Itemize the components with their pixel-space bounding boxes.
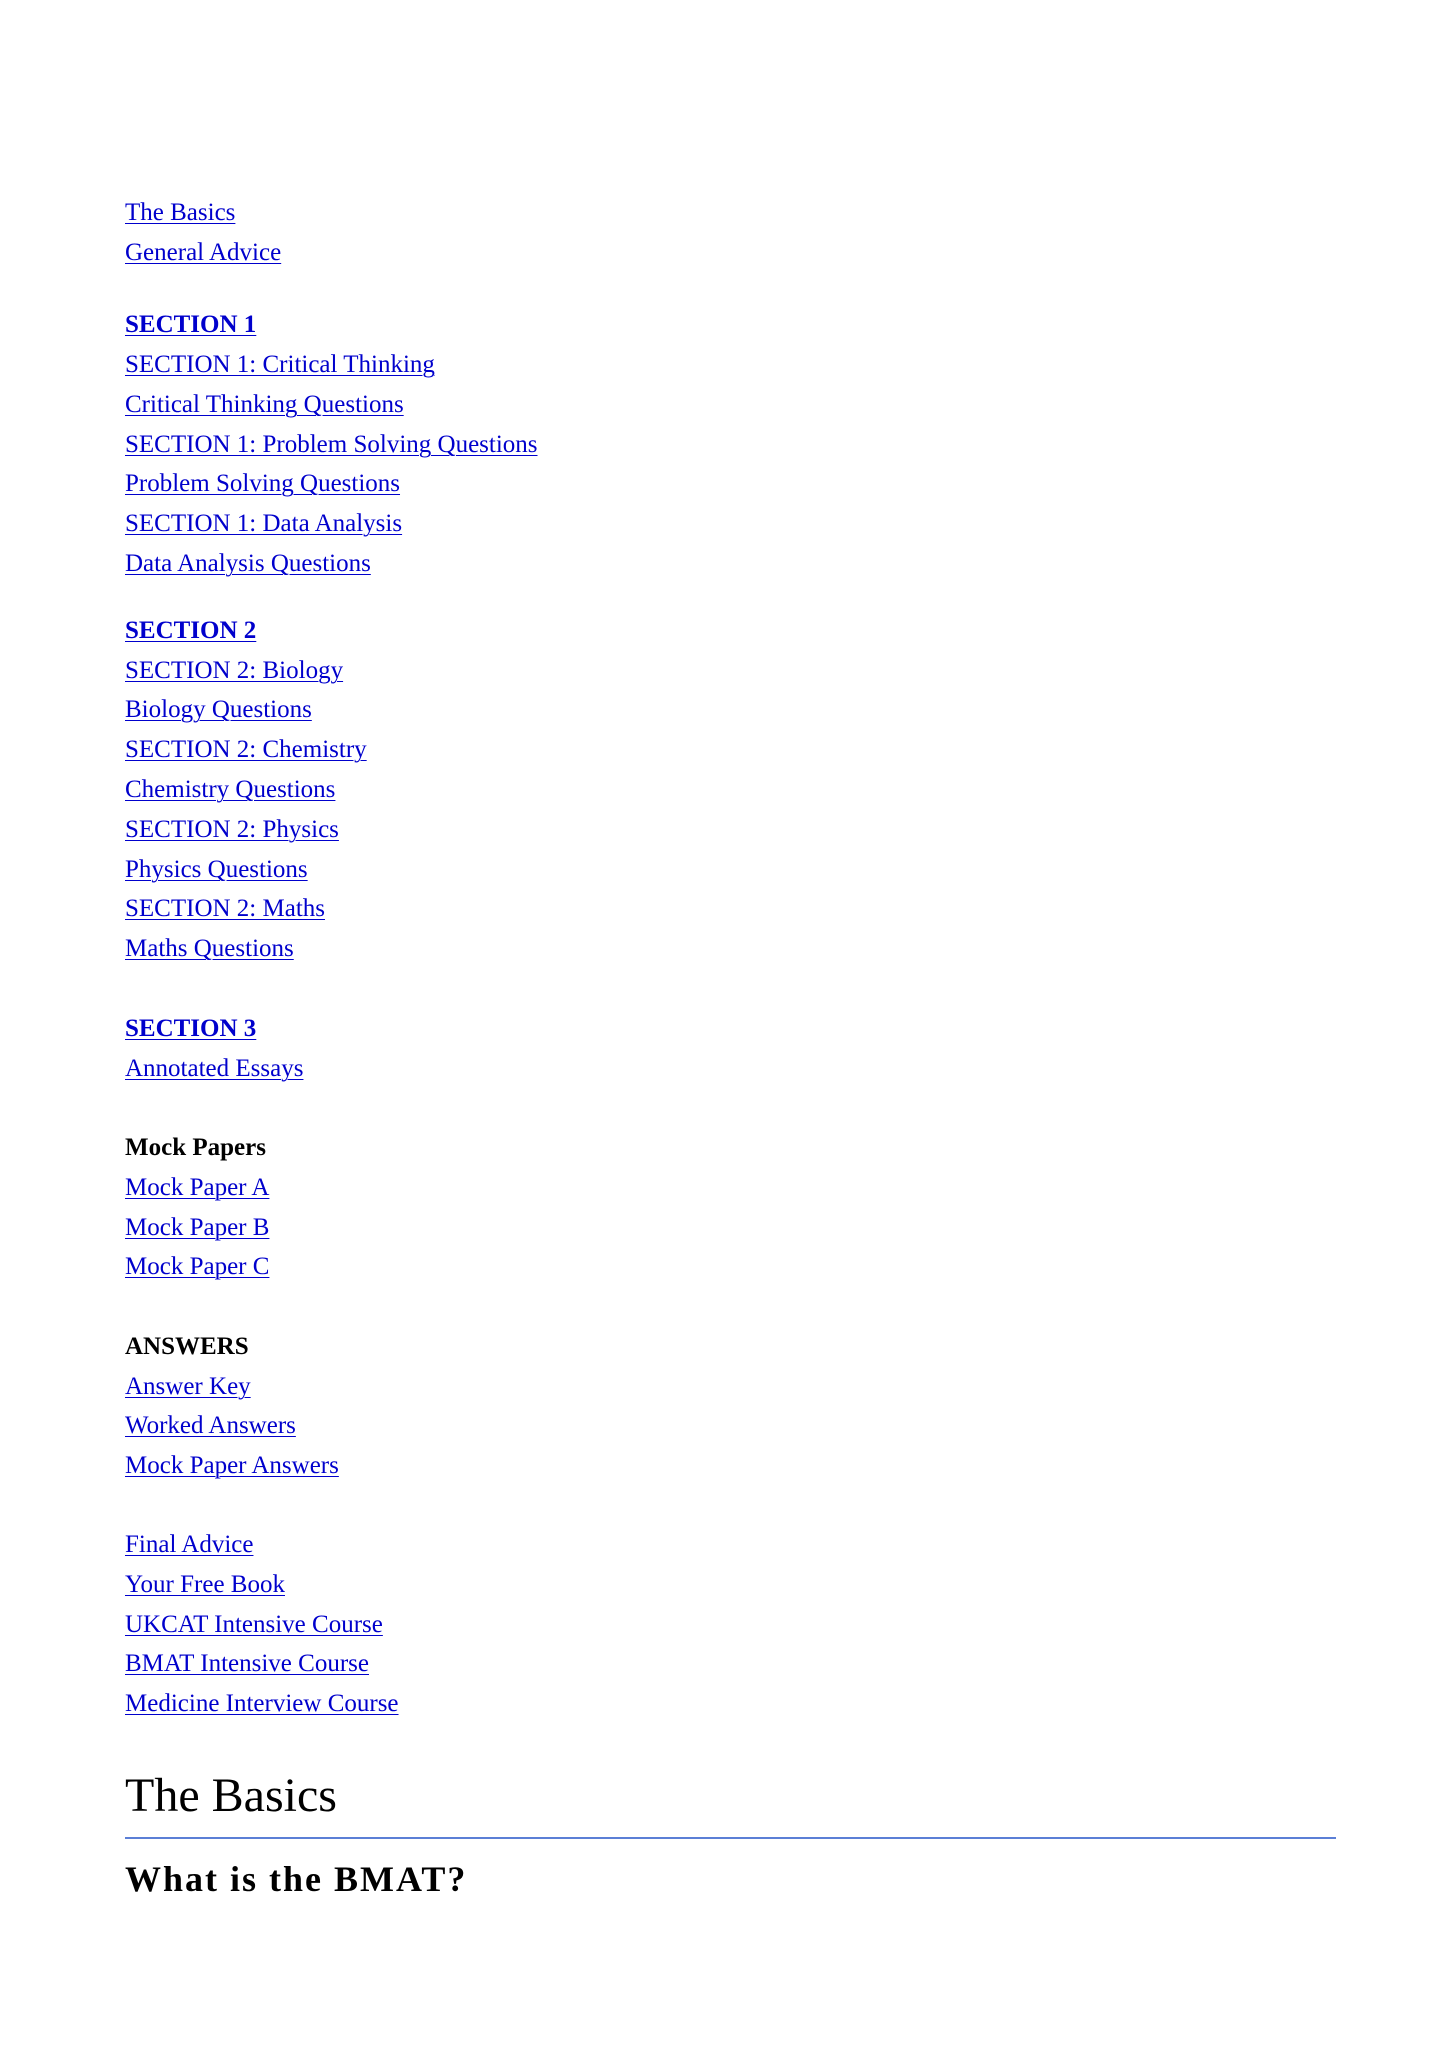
- toc-answers-heading: [125, 1332, 249, 1362]
- toc-item[interactable]: [125, 549, 371, 579]
- toc-heading-text: ANSWERS: [125, 1333, 249, 1360]
- toc-section-2-heading[interactable]: [125, 616, 256, 646]
- toc-link[interactable]: SECTION 1: [125, 311, 257, 338]
- toc-link[interactable]: Annotated Essays: [125, 1055, 304, 1082]
- toc-link[interactable]: The Basics: [125, 199, 236, 226]
- toc-item[interactable]: [125, 775, 335, 805]
- toc-item[interactable]: [125, 1530, 253, 1560]
- section-title: The Basics: [125, 1769, 337, 1822]
- toc-item[interactable]: [125, 815, 339, 845]
- toc-section-3-heading[interactable]: [125, 1014, 256, 1044]
- toc-mock-papers-heading: [125, 1133, 266, 1163]
- toc-item[interactable]: [125, 894, 325, 924]
- toc-link[interactable]: SECTION 3: [125, 1015, 257, 1042]
- toc-link[interactable]: SECTION 2: Chemistry: [125, 736, 367, 763]
- toc-link[interactable]: SECTION 1: Critical Thinking: [125, 351, 435, 378]
- toc-item[interactable]: [125, 735, 367, 765]
- toc-link[interactable]: Chemistry Questions: [125, 776, 336, 803]
- toc-link[interactable]: Mock Paper B: [125, 1214, 270, 1241]
- toc-section-1-heading[interactable]: [125, 310, 256, 340]
- toc-item[interactable]: [125, 934, 294, 964]
- toc-link[interactable]: Mock Paper C: [125, 1253, 270, 1280]
- subheading: What is the BMAT?: [125, 1859, 468, 1899]
- toc-heading-text: Mock Papers: [125, 1134, 266, 1161]
- toc-link[interactable]: SECTION 2: [125, 617, 257, 644]
- toc-item[interactable]: [125, 1054, 303, 1084]
- toc-item[interactable]: [125, 509, 402, 539]
- toc-item-general-advice[interactable]: [125, 238, 281, 268]
- toc-item[interactable]: [125, 1570, 285, 1600]
- toc-link[interactable]: Worked Answers: [125, 1412, 296, 1439]
- toc-link[interactable]: Data Analysis Questions: [125, 550, 371, 577]
- toc-link[interactable]: UKCAT Intensive Course: [125, 1611, 383, 1638]
- toc-link[interactable]: Answer Key: [125, 1373, 251, 1400]
- toc-link[interactable]: Final Advice: [125, 1531, 254, 1558]
- toc-link[interactable]: Mock Paper A: [125, 1174, 270, 1201]
- toc-item[interactable]: [125, 1451, 339, 1481]
- toc-link[interactable]: Physics Questions: [125, 856, 308, 883]
- toc-link[interactable]: Mock Paper Answers: [125, 1452, 339, 1479]
- toc-item[interactable]: [125, 1649, 369, 1679]
- toc-link[interactable]: SECTION 2: Physics: [125, 816, 339, 843]
- toc-link[interactable]: SECTION 1: Data Analysis: [125, 510, 403, 537]
- toc-item[interactable]: [125, 1689, 399, 1719]
- toc-item[interactable]: [125, 430, 538, 460]
- toc-item[interactable]: [125, 1252, 269, 1282]
- toc-item[interactable]: [125, 469, 400, 499]
- toc-link[interactable]: Problem Solving Questions: [125, 470, 401, 497]
- toc-link[interactable]: Biology Questions: [125, 696, 312, 723]
- toc-item[interactable]: [125, 695, 312, 725]
- toc-link[interactable]: Critical Thinking Questions: [125, 391, 404, 418]
- toc-link[interactable]: General Advice: [125, 239, 282, 266]
- section-divider: [125, 1837, 1336, 1839]
- toc-item[interactable]: [125, 350, 435, 380]
- toc-item-the-basics[interactable]: [125, 198, 235, 228]
- toc-item[interactable]: [125, 1173, 269, 1203]
- toc-link[interactable]: SECTION 1: Problem Solving Questions: [125, 431, 538, 458]
- toc-item[interactable]: [125, 1411, 296, 1441]
- toc-link[interactable]: BMAT Intensive Course: [125, 1650, 369, 1677]
- toc-link[interactable]: Medicine Interview Course: [125, 1690, 399, 1717]
- toc-link[interactable]: SECTION 2: Maths: [125, 895, 325, 922]
- toc-link[interactable]: Maths Questions: [125, 935, 294, 962]
- toc-link[interactable]: Your Free Book: [125, 1571, 285, 1598]
- toc-item[interactable]: [125, 390, 404, 420]
- toc-item[interactable]: [125, 855, 308, 885]
- toc-link[interactable]: SECTION 2: Biology: [125, 657, 344, 684]
- toc-item[interactable]: [125, 1213, 269, 1243]
- toc-item[interactable]: [125, 1610, 383, 1640]
- toc-item[interactable]: [125, 656, 343, 686]
- toc-item[interactable]: [125, 1372, 251, 1402]
